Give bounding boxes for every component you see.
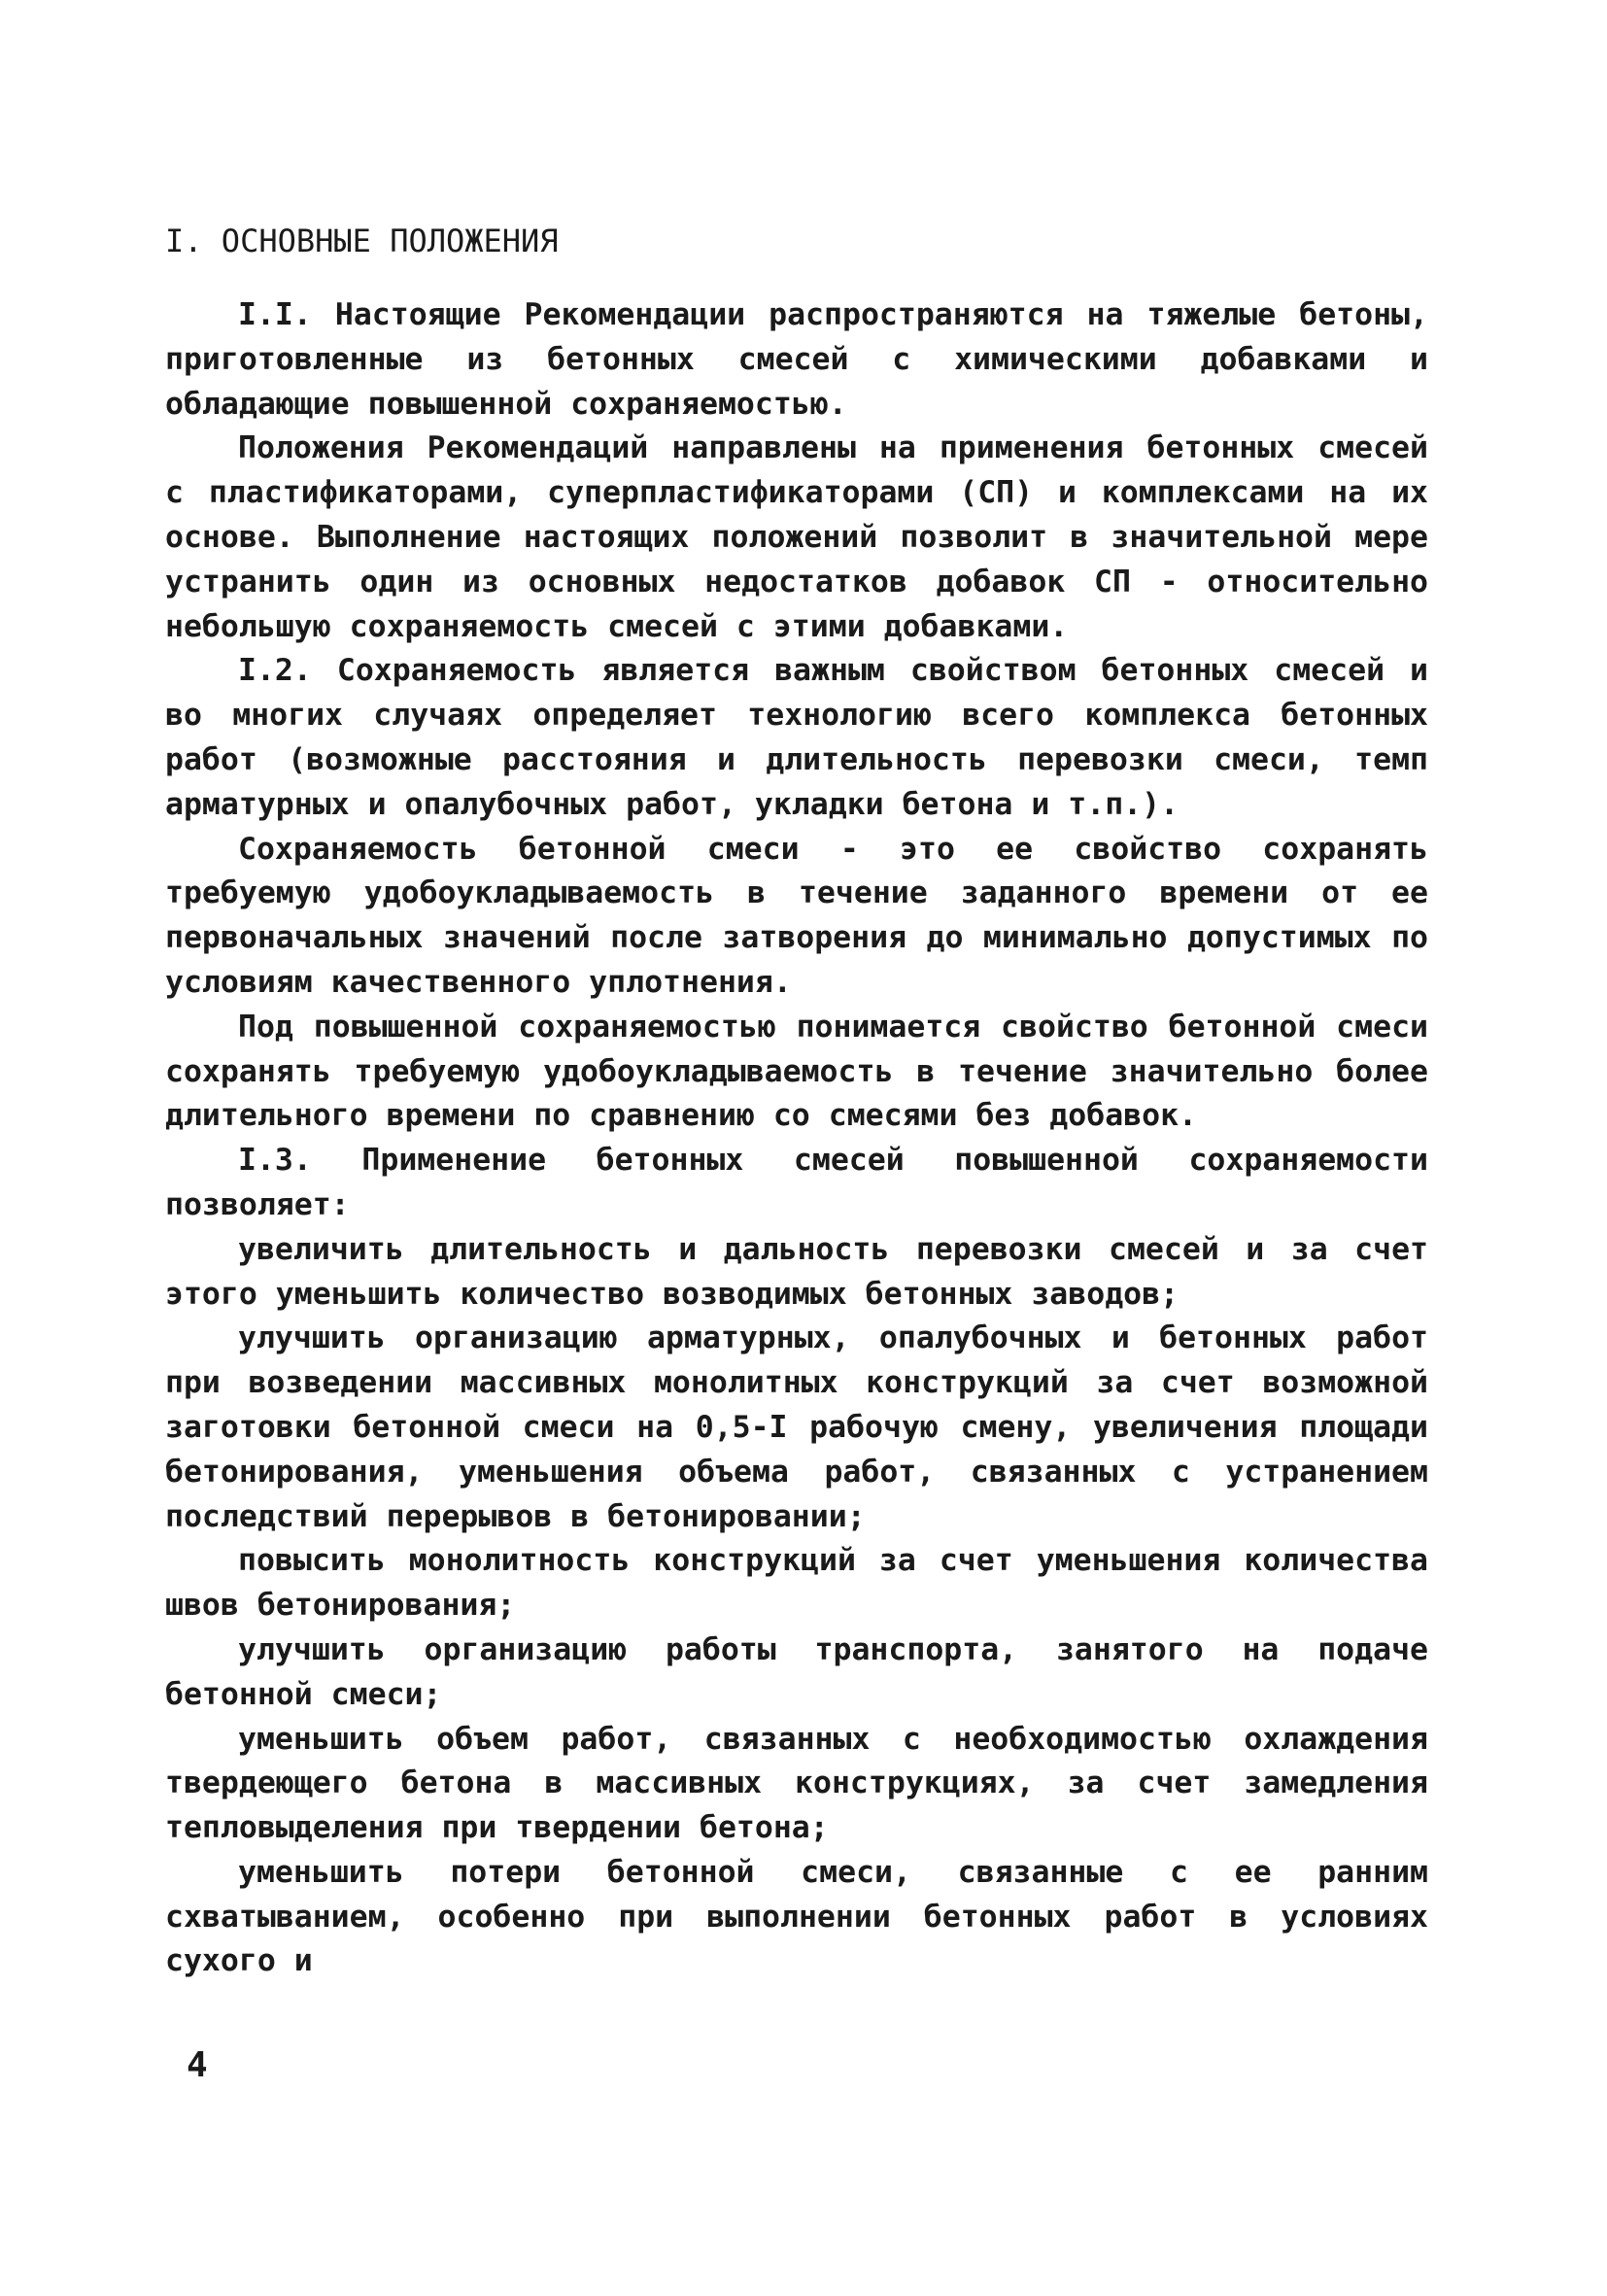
paragraph-1-2: I.2. Сохраняемость является важным свойством бетонных смесей и во многих случаях определяет технологию всего комплекса бетонных работ (возможные расстояния и длительность перевозки смеси, темп арматурных и опалубочных работ, укладки бетона и т.п.). [165, 653, 1428, 822]
paragraph-1-1: I.I. Настоящие Рекомендации распространяются на тяжелые бетоны, приготовленные из бетонных смесей с химическими добавками и обладающие повышенной сохраняемостью. [165, 297, 1428, 422]
list-item-transport-work: улучшить организацию работы транспорта, занятого на подаче бетонной смеси; [165, 1631, 1428, 1712]
paragraph-1-3: I.3. Применение бетонных смесей повышенной сохраняемости позволяет: [165, 1143, 1428, 1222]
list-item-losses: уменьшить потери бетонной смеси, связанные с ее ранним схватыванием, особенно при выполнении бетонных работ в условиях сухого и [165, 1854, 1428, 1979]
list-item-monolithic: повысить монолитность конструкций за счет уменьшения количества швов бетонирования; [165, 1543, 1428, 1624]
document-body [165, 219, 1428, 1984]
paragraph-provisions: Положения Рекомендаций направлены на применения бетонных смесей с пластификаторами, суперпластификаторами (СП) и комплексами на их основе. Выполнение настоящих положений позволит в значительной мере устранить один из основных недостатков добавок СП - относительно небольшую сохраняемость смесей с этими добавками. [165, 430, 1428, 644]
list-item-transport-distance: увеличить длительность и дальность перевозки смесей и за счет этого уменьшить количество возводимых бетонных заводов; [165, 1231, 1428, 1312]
list-item-organization: улучшить организацию арматурных, опалубочных и бетонных работ при возведении массивных монолитных конструкций за счет возможной заготовки бетонной смеси на 0,5-I рабочую смену, увеличения площади бетонирования, уменьшения объема работ, связанных с устранением последствий перерывов в бетонировании; [165, 1320, 1428, 1534]
page-number: 4 [187, 2045, 208, 2085]
paragraph-definition: Сохраняемость бетонной смеси - это ее свойство сохранять требуемую удобоукладываемость в течение заданного времени от ее первоначальных значений после затворения до минимально допустимых по условиям качественного уплотнения. [165, 831, 1428, 1000]
list-item-cooling: уменьшить объем работ, связанных с необходимостью охлаждения твердеющего бетона в массивных конструкциях, за счет замедления тепловыделения при твердении бетона; [165, 1721, 1428, 1846]
paragraph-increased-retention: Под повышенной сохраняемостью понимается свойство бетонной смеси сохранять требуемую удобоукладываемость в течение значительно более длительного времени по сравнению со смесями без добавок. [165, 1009, 1428, 1134]
section-heading: I. ОСНОВНЫЕ ПОЛОЖЕНИЯ [165, 223, 559, 259]
